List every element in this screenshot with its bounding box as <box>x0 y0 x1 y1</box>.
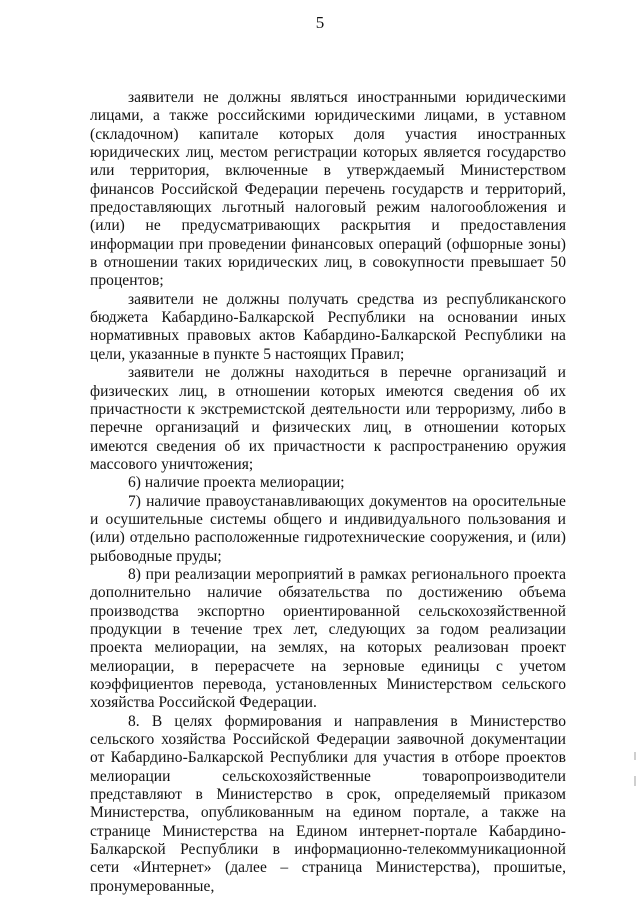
scan-edge-mark <box>634 752 636 760</box>
paragraph-section-8: 8. В целях формирования и направления в Министерство сельского хозяйства Российской Федерации заявочной документации от Кабардино-Балкарской Республики для участия в отборе проектов мелиорации сельскохозяйственные товаропроизводители представляют в Министерство в срок, определяемый приказом Министерства, опубликованным на едином портале, а также на странице Министерства на Едином интернет-портале Кабардино-Балкарской Республики в информационно-телекоммуникационной сети «Интернет» (далее – страница Министерства), прошитые, пронумерованные, <box>90 712 566 895</box>
document-body <box>90 89 566 896</box>
paragraph-item-6: 6) наличие проекта мелиорации; <box>128 474 345 492</box>
paragraph-item-8: 8) при реализации мероприятий в рамках регионального проекта дополнительно наличие обязательства по достижению объема производства экспортно ориентированной сельскохозяйственной продукции в течение трех лет, следующих за годом реализации проекта мелиорации, на землях, на которых реализован проект мелиорации, в перерасчете на зерновые единицы с учетом коэффициентов перевода, установленных Министерством сельского хозяйства Российской Федерации. <box>90 565 566 712</box>
paragraph-item-7: 7) наличие правоустанавливающих документов на оросительные и осушительные системы общего и индивидуального пользования и (или) отдельно расположенные гидротехнические сооружения, и (или) рыбоводные пруды; <box>90 492 566 565</box>
paragraph-budget-funds: заявители не должны получать средства из республиканского бюджета Кабардино-Балкарской Республики на основании иных нормативных правовых актов Кабардино-Балкарской Республики на цели, указанные в пункте 5 настоящих Правил; <box>90 290 566 363</box>
paragraph-extremism-list: заявители не должны находиться в перечне организаций и физических лиц, в отношении которых имеются сведения об их причастности к экстремистской деятельности или терроризму, либо в перечне организаций и физических лиц, в отношении которых имеются сведения об их причастности к распространению оружия массового уничтожения; <box>90 364 566 473</box>
page-number: 5 <box>315 13 325 32</box>
scan-edge-mark <box>634 776 636 786</box>
paragraph-foreign-entities: заявители не должны являться иностранными юридическими лицами, а также российскими юридическими лицами, в уставном (складочном) капитале которых доля участия иностранных юридических лиц, местом регистрации которых является государство или территория, включенные в утверждаемый Министерством финансов Российской Федерации перечень государств и территорий, предоставляющих льготный налоговый режим налогообложения и (или) не предусматривающих раскрытия и предоставления информации при проведении финансовых операций (офшорные зоны) в отношении таких юридических лиц, в совокупности превышает 50 процентов; <box>90 89 566 290</box>
